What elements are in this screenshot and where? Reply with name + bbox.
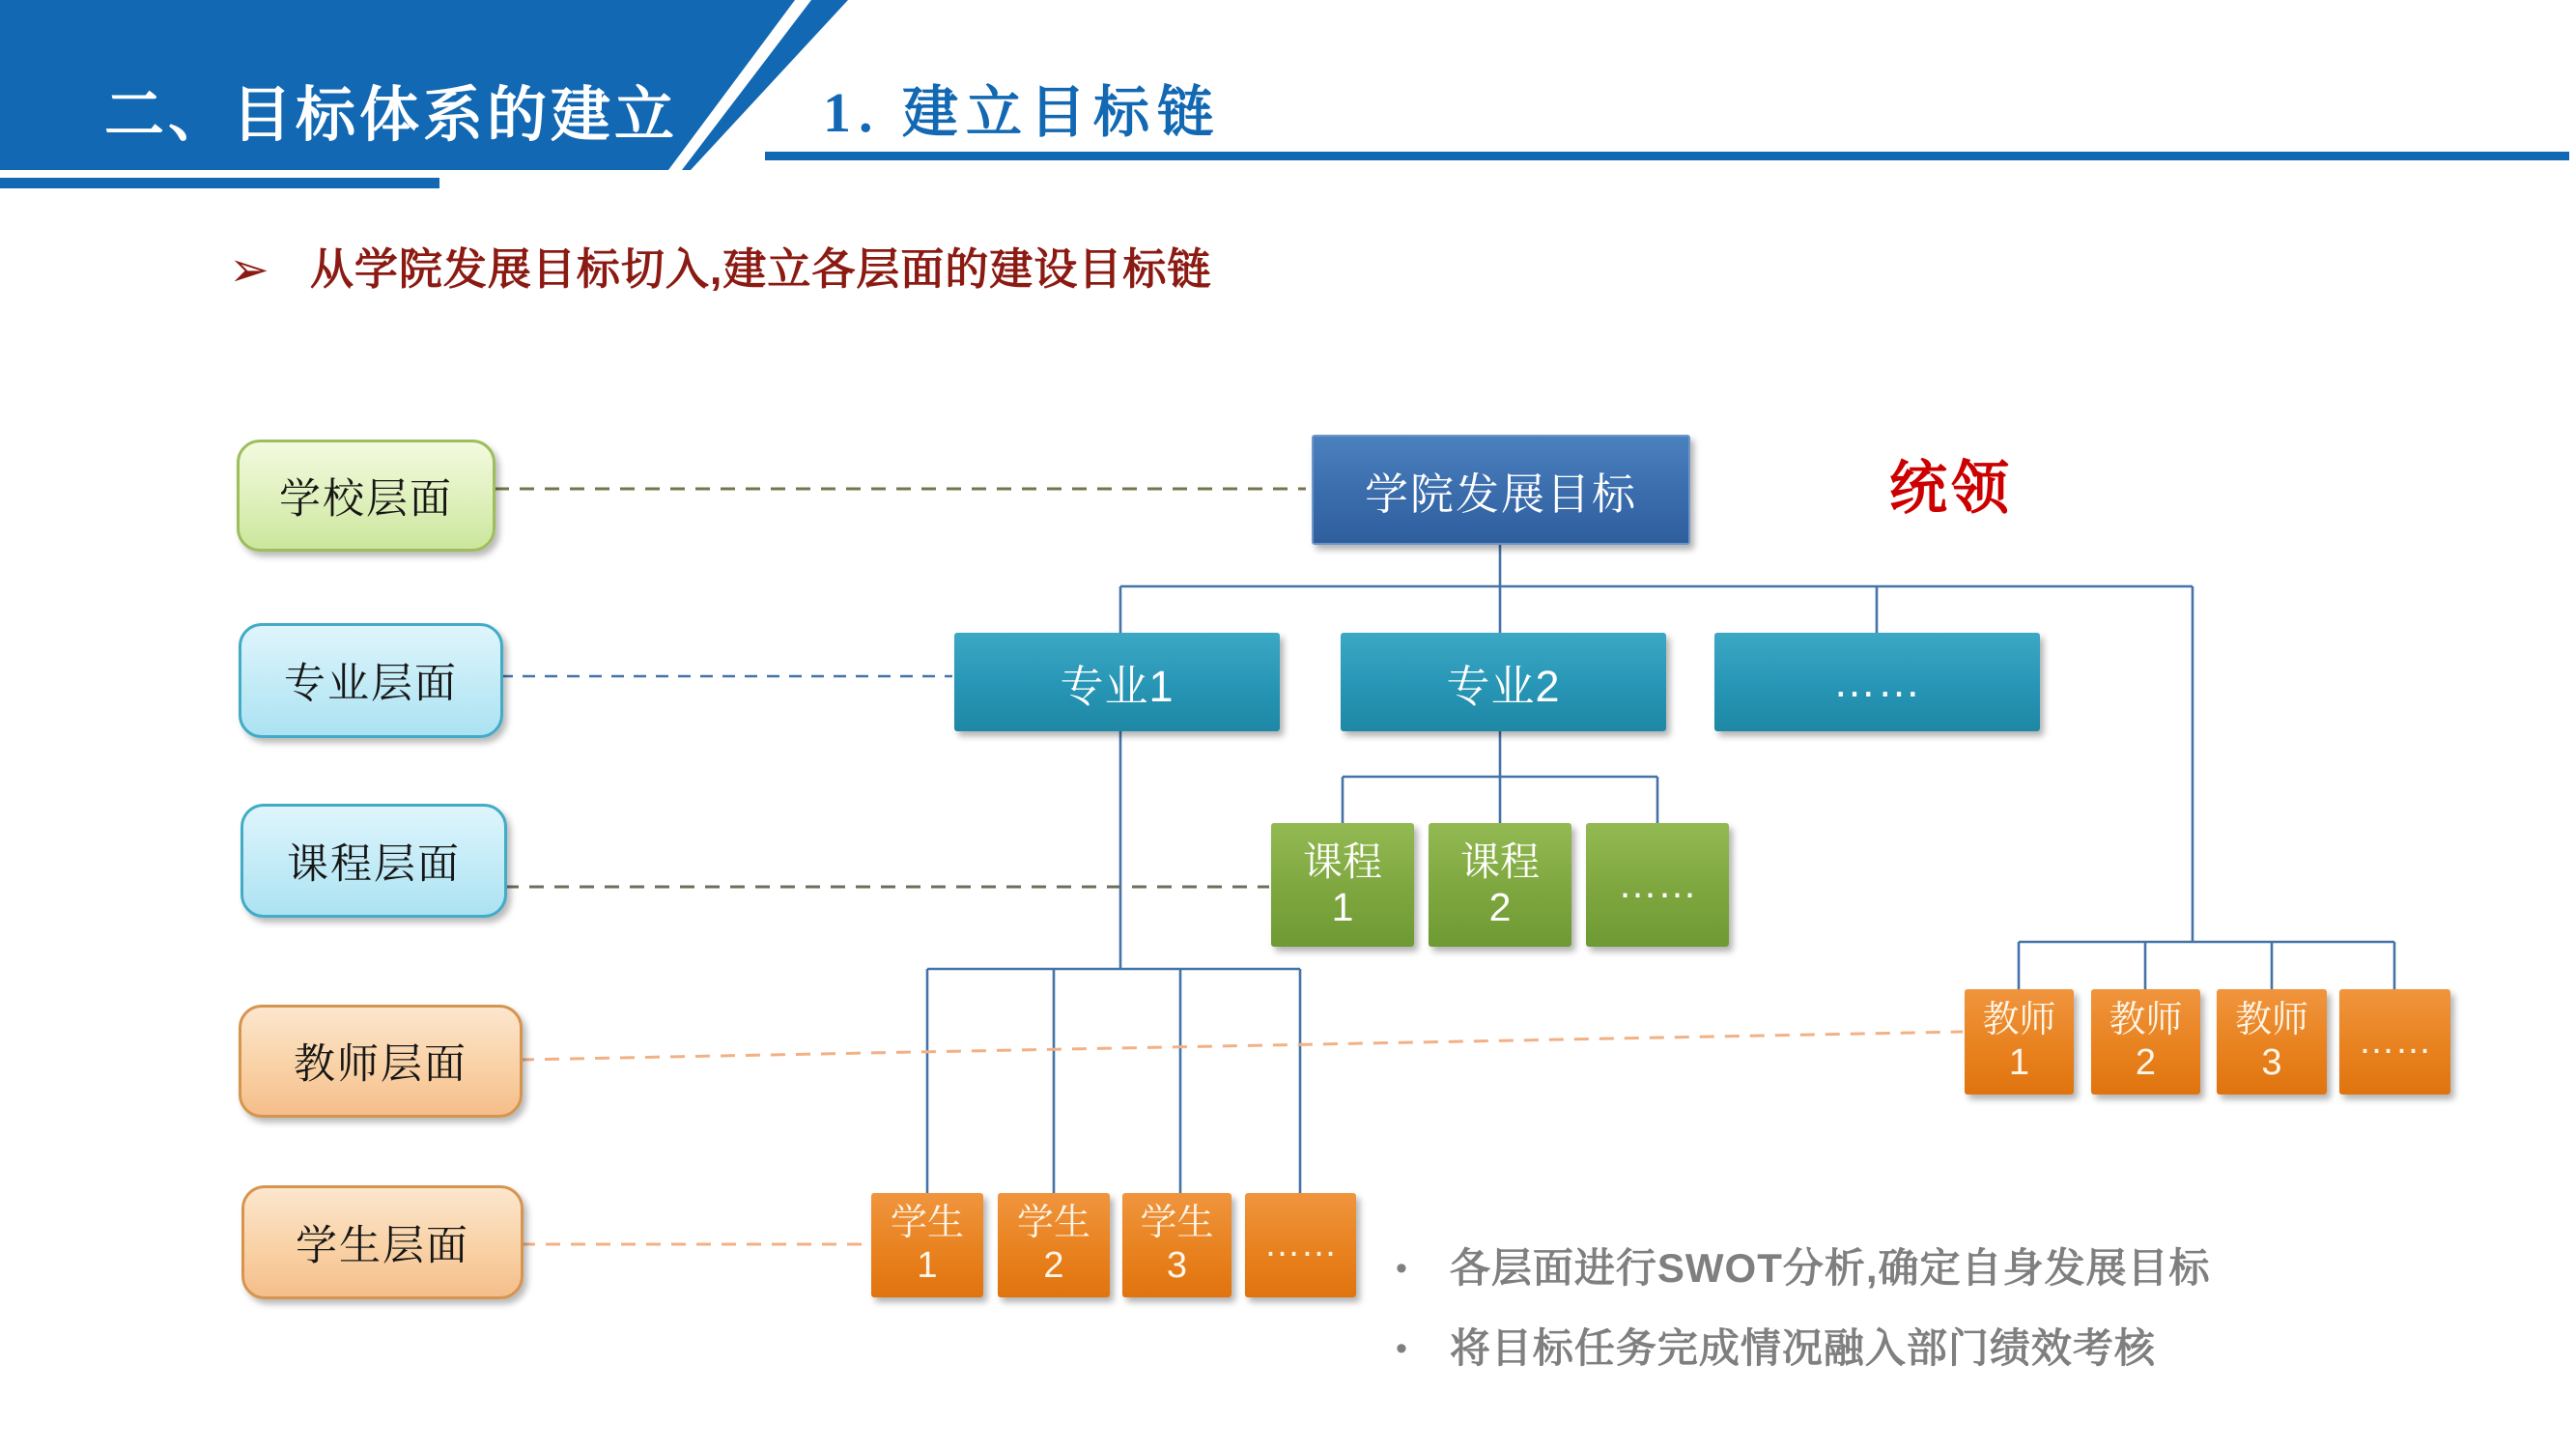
note-1-text: 各层面进行SWOT分析,确定自身发展目标	[1449, 1245, 2211, 1291]
node-course-2-num: 2	[1488, 885, 1512, 929]
banner-title: 二、目标体系的建立	[104, 82, 679, 149]
note-row-2	[1396, 1322, 2156, 1376]
node-teacher-more	[2339, 989, 2450, 1095]
node-course-2-label: 课程	[1460, 839, 1540, 884]
node-student-1	[871, 1193, 983, 1297]
node-student-3	[1122, 1193, 1231, 1297]
node-major-1-label: 专业1	[1060, 661, 1175, 711]
node-student-2	[998, 1193, 1110, 1297]
note-bullet-icon: •	[1396, 1330, 1407, 1367]
node-college-goal-label: 学院发展目标	[1364, 469, 1637, 519]
node-teacher-more-label: ……	[2358, 1020, 2432, 1062]
note-row-1	[1396, 1241, 2211, 1295]
node-college-goal	[1312, 435, 1690, 545]
node-teacher-1	[1965, 989, 2074, 1095]
level-pill-student	[241, 1185, 524, 1299]
node-course-more	[1586, 823, 1729, 947]
node-course-1	[1271, 823, 1414, 947]
node-teacher-3-num: 3	[2261, 1041, 2282, 1083]
node-student-1-num: 1	[917, 1245, 938, 1286]
node-major-more-label: ……	[1832, 657, 1922, 706]
level-label-school: 学校层面	[279, 475, 453, 523]
level-pill-teacher	[239, 1005, 523, 1118]
node-student-3-label: 学生	[1140, 1203, 1214, 1244]
node-teacher-2-num: 2	[2135, 1041, 2157, 1083]
node-student-3-num: 3	[1166, 1245, 1188, 1286]
level-label-student: 学生层面	[296, 1222, 469, 1269]
node-teacher-1-label: 教师	[1982, 999, 2056, 1040]
node-teacher-2-label: 教师	[2109, 999, 2183, 1040]
level-label-teacher: 教师层面	[294, 1041, 467, 1088]
level-label-course: 课程层面	[287, 840, 461, 888]
node-course-more-label: ……	[1618, 862, 1697, 907]
annotation-tongling: 统领	[1889, 456, 2013, 521]
node-course-1-num: 1	[1331, 885, 1354, 929]
level-pill-major	[239, 623, 503, 738]
level-pill-course	[241, 804, 507, 918]
node-teacher-3	[2217, 989, 2327, 1095]
node-major-1	[954, 633, 1280, 731]
node-student-1-label: 学生	[890, 1203, 964, 1244]
node-student-2-num: 2	[1043, 1245, 1064, 1286]
note-bullet-icon: •	[1396, 1250, 1407, 1287]
node-major-more	[1714, 633, 2040, 731]
arrow-bullet-icon: ➢	[229, 242, 269, 297]
node-teacher-2	[2091, 989, 2200, 1095]
node-major-2-label: 专业2	[1446, 661, 1561, 711]
level-label-major: 专业层面	[284, 661, 458, 707]
node-course-1-label: 课程	[1303, 839, 1382, 884]
note-2-text: 将目标任务完成情况融入部门绩效考核	[1449, 1325, 2156, 1371]
dash-teacher-level	[520, 1032, 1963, 1060]
node-course-2	[1429, 823, 1571, 947]
node-student-more	[1245, 1193, 1356, 1297]
node-teacher-3-label: 教师	[2234, 999, 2308, 1040]
node-teacher-1-num: 1	[2008, 1041, 2030, 1083]
lead-bullet-text: 从学院发展目标切入,建立各层面的建设目标链	[309, 244, 1212, 294]
node-student-2-label: 学生	[1016, 1203, 1090, 1244]
node-student-more-label: ……	[1263, 1224, 1338, 1265]
level-pill-school	[237, 440, 495, 552]
section-title: 1. 建立目标链	[823, 81, 1222, 144]
node-major-2	[1341, 633, 1666, 731]
